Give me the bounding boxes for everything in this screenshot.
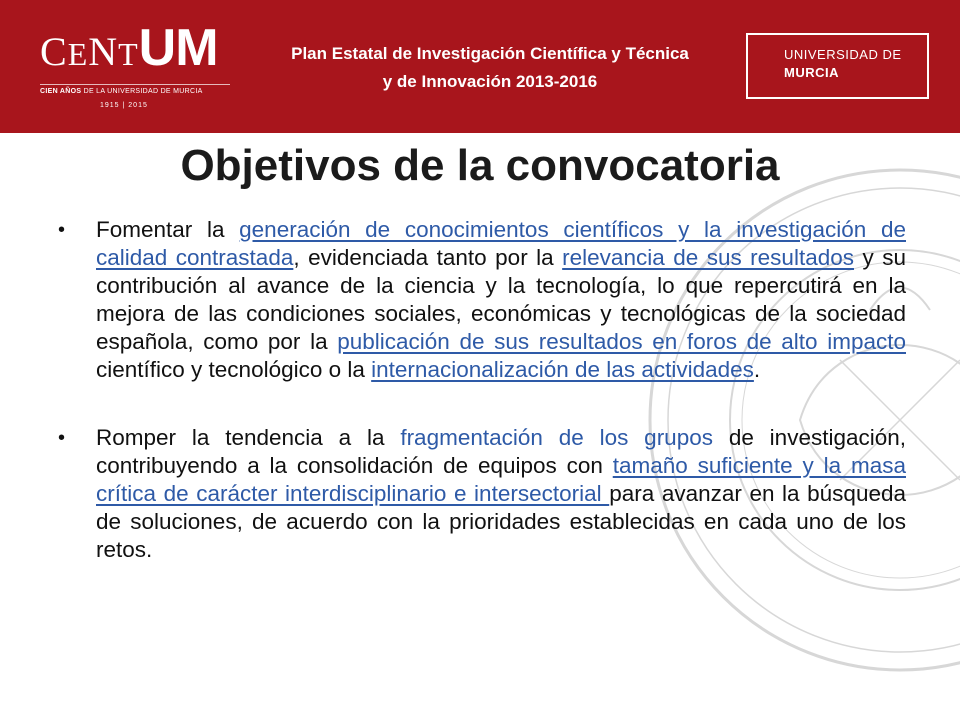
logo-years: 1915 | 2015 — [100, 102, 148, 109]
highlight-link: generación de conocimientos científicos y la investigación de calidad contrastada — [96, 217, 906, 270]
highlight-link: relevancia de sus resultados — [562, 245, 854, 270]
highlight-link: publicación de sus resultados en foros de alto impacto — [337, 329, 906, 354]
centum-logo — [40, 19, 230, 117]
plan-title-line2: y de Innovación 2013-2016 — [382, 72, 598, 91]
highlight-link: tamaño suficiente y la masa crítica de carácter interdisciplinario e intersectorial — [96, 453, 906, 506]
centum-wordmark: CENTUM — [40, 19, 218, 77]
bullet-icon: • — [58, 219, 66, 241]
bullet-icon: • — [58, 427, 66, 449]
highlight-text: fragmentación de los grupos — [400, 425, 713, 450]
plan-title-line1: Plan Estatal de Investigación Científica y Técnica — [291, 44, 689, 63]
highlight-link: internacionalización de las actividades — [371, 357, 754, 382]
logo-divider — [40, 84, 230, 85]
list-item: • Romper la tendencia a la fragmentación de los grupos de investigación, contribuyendo a la consolidación de equipos con tamaño suficiente y la masa crítica de carácter interdisciplinario e intersectorial para avanzar en la búsqueda de soluciones, de acuerdo con la prioridades establecidas en cada uno de los retos. — [58, 425, 907, 562]
plan-title — [245, 40, 735, 96]
slide-title: Objetivos de la convocatoria — [180, 141, 780, 190]
list-item: • Fomentar la generación de conocimientos científicos y la investigación de calidad contrastada, evidenciada tanto por la relevancia de sus resultados y su contribución al avance de la ciencia y la tecnología, lo que repercutirá en la mejora de las condiciones sociales, económicas y tecnológicas de la sociedad española, como por la publicación de sus resultados en foros de alto impacto científico y tecnológico o la internacionalización de las actividades. — [58, 217, 906, 382]
logo-subtitle: CIEN AÑOS DE LA UNIVERSIDAD DE MURCIA — [40, 88, 203, 95]
university-name-line2: MURCIA — [784, 65, 839, 80]
objectives-list — [56, 216, 906, 564]
university-name-line1: UNIVERSIDAD DE — [784, 47, 902, 62]
header-banner — [0, 0, 960, 133]
university-logo-box — [746, 33, 929, 99]
